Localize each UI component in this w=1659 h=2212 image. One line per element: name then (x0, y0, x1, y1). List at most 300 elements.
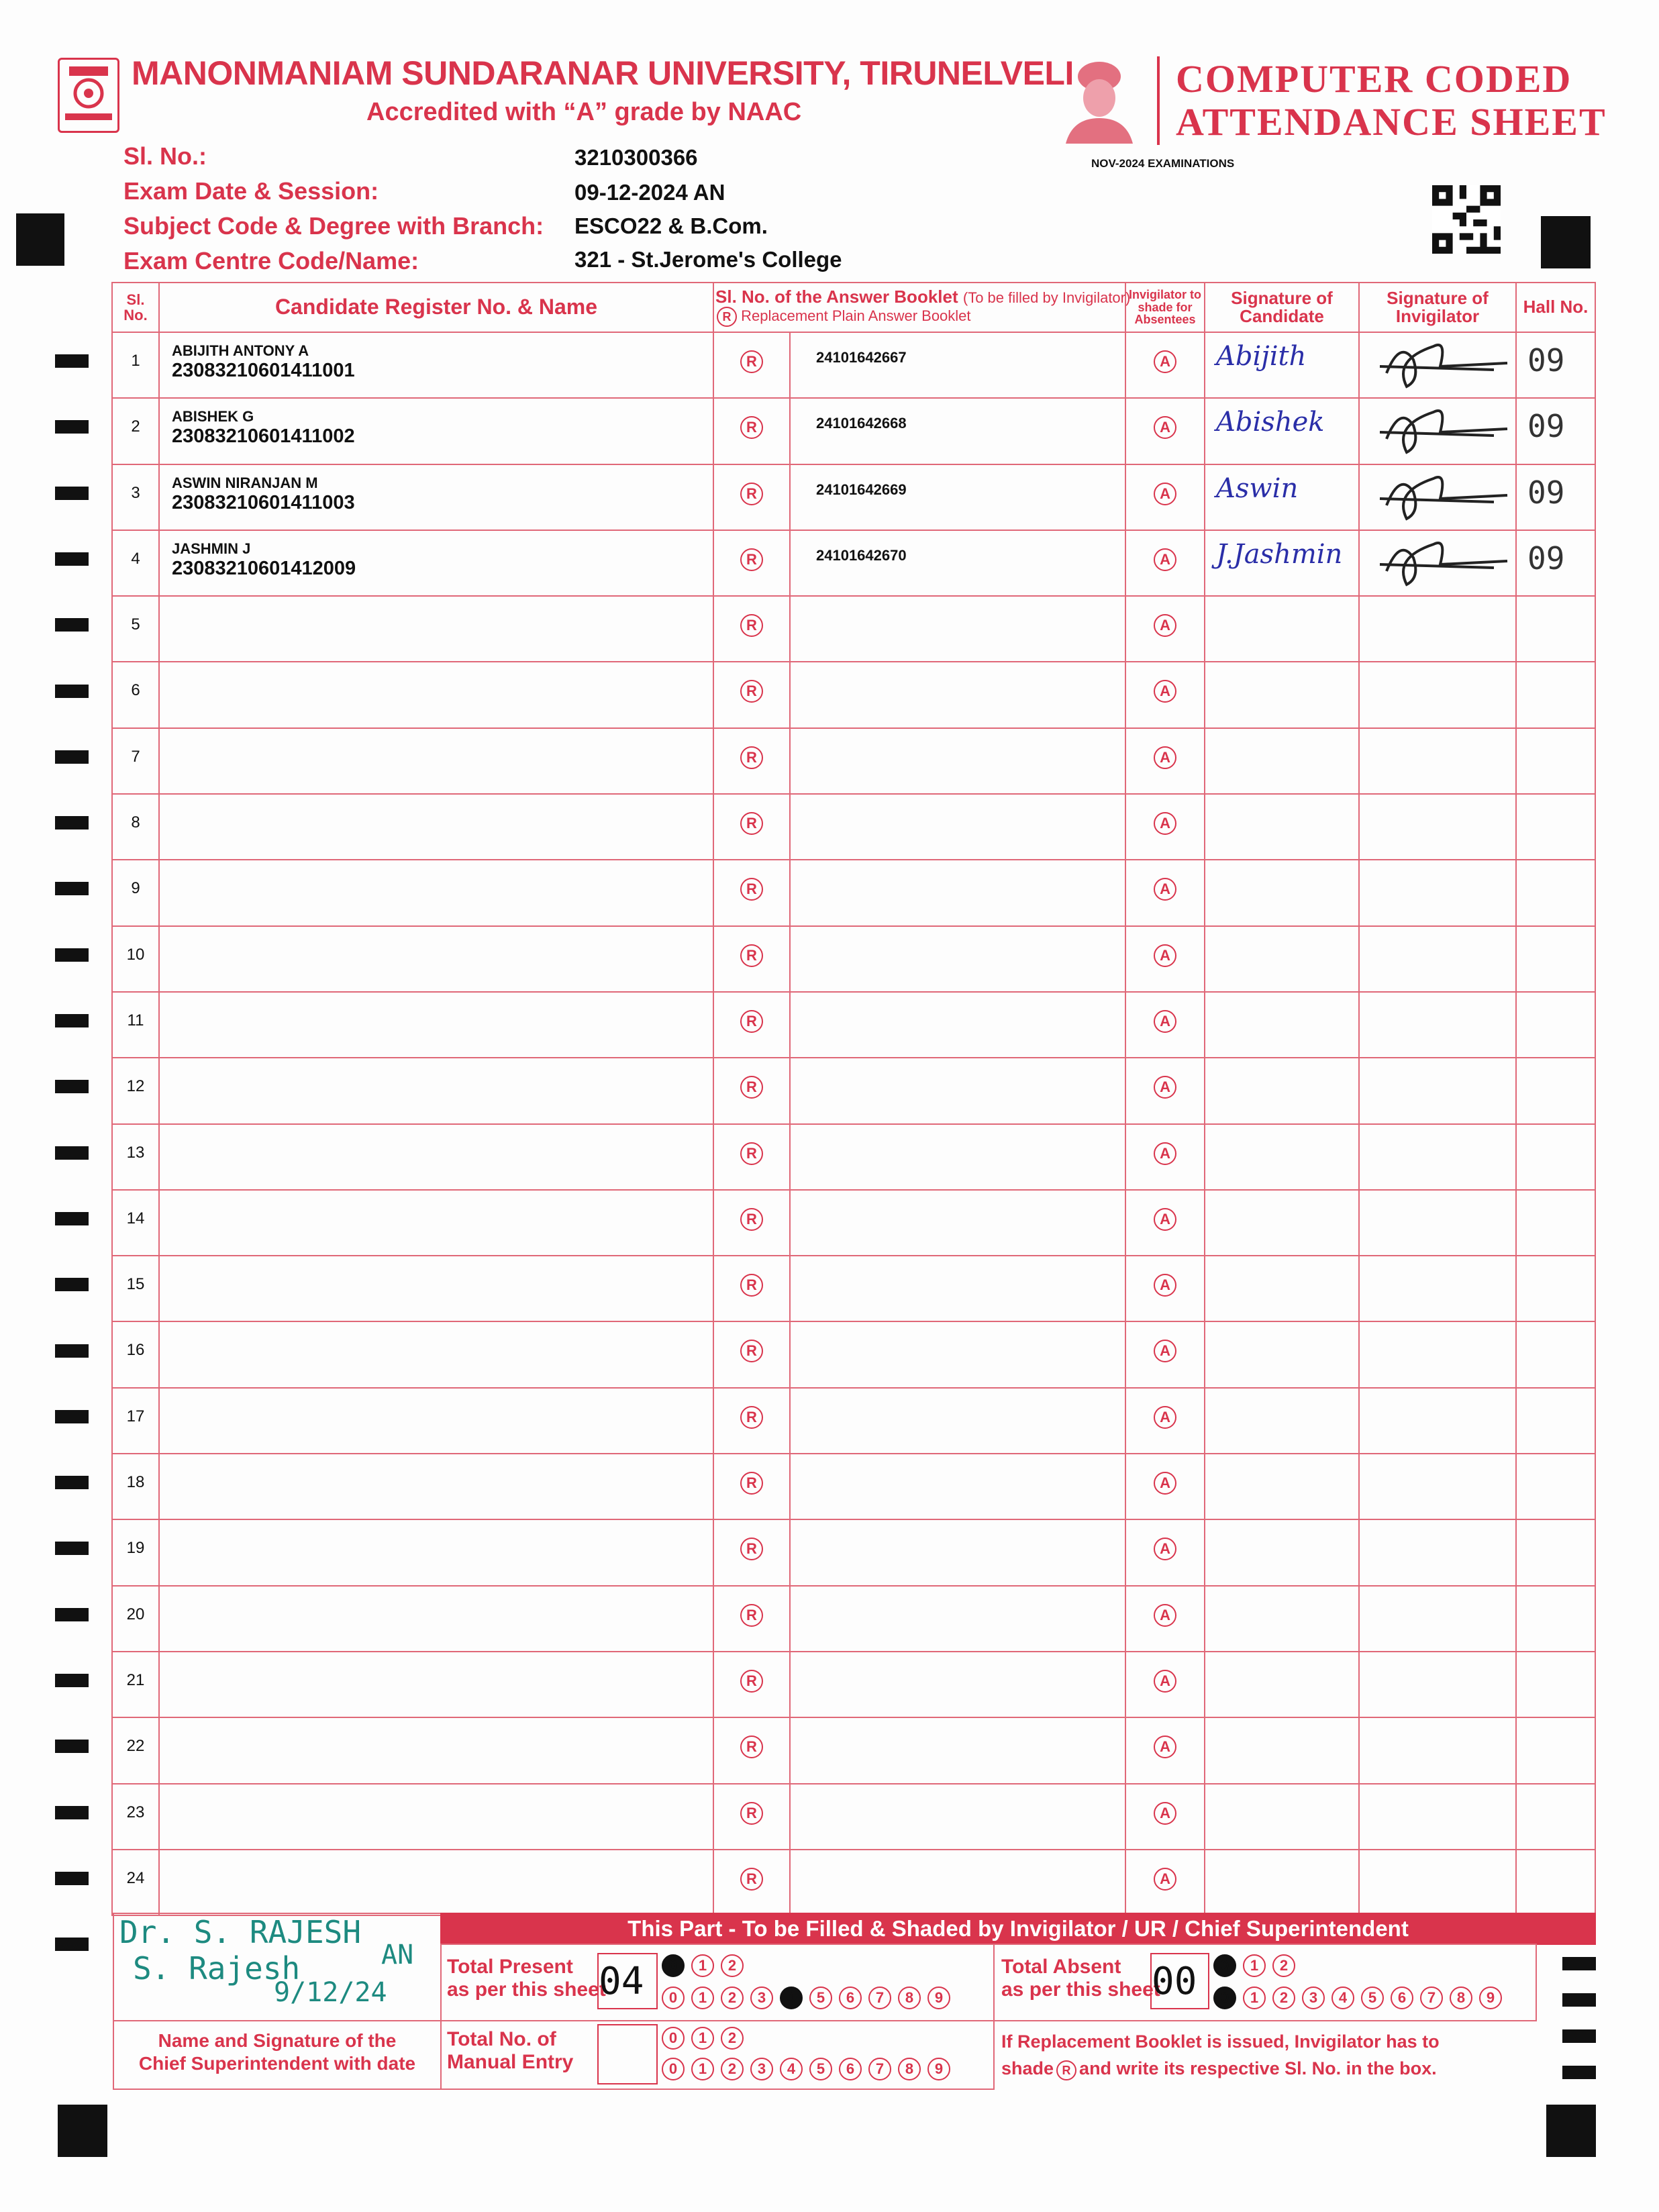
timing-mark (55, 1542, 89, 1555)
hall-cell[interactable] (1516, 794, 1595, 860)
booklet-cell[interactable] (790, 728, 1125, 794)
timing-mark (55, 750, 89, 764)
candidate-signature: Abijith (1216, 341, 1307, 372)
hall-cell[interactable] (1516, 1519, 1595, 1585)
table-row (112, 794, 1595, 860)
replacement-bubble[interactable]: R (740, 1142, 763, 1165)
digit-bubble[interactable]: 0 (1213, 1954, 1236, 1977)
invigilator-signature-cell[interactable] (1359, 926, 1516, 992)
replacement-bubble[interactable]: R (740, 680, 763, 703)
absent-cell (1125, 992, 1205, 1058)
booklet-cell[interactable] (790, 1519, 1125, 1585)
absent-cell (1125, 1850, 1205, 1915)
digit-bubble[interactable]: 2 (721, 2058, 744, 2080)
row-number: 14 (112, 1190, 159, 1256)
total-absent-value: 00 (1152, 1960, 1197, 2003)
booklet-cell[interactable] (790, 662, 1125, 727)
row-number: 6 (112, 662, 159, 727)
digit-bubble[interactable]: 7 (868, 2058, 891, 2080)
absent-bubble[interactable]: A (1154, 416, 1176, 439)
invigilator-signature (1360, 399, 1514, 459)
booklet-cell[interactable] (790, 860, 1125, 925)
timing-mark (55, 1410, 89, 1423)
candidate-signature-cell[interactable] (1205, 1652, 1359, 1717)
candidate-signature-cell[interactable] (1205, 464, 1359, 530)
absent-cell (1125, 596, 1205, 662)
candidate-cell (159, 464, 713, 530)
invigilator-signature-cell[interactable] (1359, 1058, 1516, 1123)
hall-cell[interactable] (1516, 1454, 1595, 1519)
candidate-cell (159, 1388, 713, 1454)
invigilator-signature-cell[interactable] (1359, 596, 1516, 662)
digit-bubble[interactable]: 0 (662, 1954, 685, 1977)
absent-bubble[interactable]: A (1154, 1670, 1176, 1693)
replacement-bubble[interactable]: R (740, 483, 763, 505)
invigilator-signature-cell[interactable] (1359, 332, 1516, 398)
corner-marker (1546, 2105, 1596, 2157)
candidate-register-no: 23083210601411003 (172, 491, 355, 513)
header-invigilator-shade: Invigilator to shade for Absentees (1125, 283, 1205, 332)
replacement-cell (713, 926, 790, 992)
table-row (112, 1124, 1595, 1190)
candidate-signature-cell[interactable] (1205, 794, 1359, 860)
digit-bubble[interactable]: 3 (750, 2058, 773, 2080)
digit-bubble[interactable]: 3 (1302, 1987, 1325, 2009)
hall-cell[interactable] (1516, 1784, 1595, 1850)
candidate-cell (159, 1784, 713, 1850)
row-number: 20 (112, 1586, 159, 1652)
digit-bubble[interactable]: 0 (662, 1987, 685, 2009)
replacement-cell (713, 1850, 790, 1915)
digit-bubble[interactable]: 8 (898, 2058, 921, 2080)
replacement-cell (713, 332, 790, 398)
absent-bubble[interactable]: A (1154, 1076, 1176, 1099)
invigilator-signature-cell[interactable] (1359, 1850, 1516, 1915)
invigilator-signature-cell[interactable] (1359, 1321, 1516, 1387)
hall-cell[interactable] (1516, 728, 1595, 794)
section-banner: This Part - To be Filled & Shaded by Invigilator / UR / Chief Superintendent (440, 1913, 1596, 1945)
invigilator-signature-cell[interactable] (1359, 530, 1516, 596)
replacement-bubble[interactable]: R (740, 1670, 763, 1693)
booklet-number: 24101642669 (816, 481, 907, 498)
booklet-cell[interactable] (790, 992, 1125, 1058)
absent-bubble[interactable]: A (1154, 1406, 1176, 1429)
digit-bubble[interactable]: 1 (691, 1987, 714, 2009)
replacement-bubble[interactable]: R (740, 614, 763, 637)
invigilator-signature-cell[interactable] (1359, 398, 1516, 464)
row-number: 16 (112, 1321, 159, 1387)
candidate-signature-cell[interactable] (1205, 398, 1359, 464)
booklet-cell[interactable] (790, 926, 1125, 992)
hall-cell[interactable] (1516, 596, 1595, 662)
candidate-signature-cell[interactable] (1205, 1321, 1359, 1387)
candidate-signature-cell[interactable] (1205, 728, 1359, 794)
candidate-signature-cell[interactable] (1205, 1850, 1359, 1915)
table-row (112, 662, 1595, 727)
row-number: 19 (112, 1519, 159, 1585)
founder-portrait (1059, 56, 1140, 144)
timing-mark (55, 816, 89, 830)
absent-bubble[interactable]: A (1154, 1010, 1176, 1033)
replacement-cell (713, 1586, 790, 1652)
timing-mark (55, 882, 89, 895)
digit-bubble[interactable]: 1 (1243, 1987, 1266, 2009)
hall-cell[interactable] (1516, 530, 1595, 596)
invigilator-signature-cell[interactable] (1359, 1388, 1516, 1454)
digit-bubble[interactable]: 2 (1272, 1987, 1295, 2009)
replacement-bubble[interactable]: R (740, 1274, 763, 1297)
timing-mark (55, 1080, 89, 1093)
hall-cell[interactable] (1516, 1190, 1595, 1256)
candidate-cell (159, 992, 713, 1058)
absent-cell (1125, 1124, 1205, 1190)
replacement-cell (713, 1388, 790, 1454)
booklet-cell[interactable] (790, 1190, 1125, 1256)
candidate-cell (159, 332, 713, 398)
booklet-cell[interactable] (790, 1124, 1125, 1190)
examination-label: NOV-2024 EXAMINATIONS (1091, 157, 1235, 170)
invigilator-signature-cell[interactable] (1359, 728, 1516, 794)
invigilator-signature-cell[interactable] (1359, 1652, 1516, 1717)
digit-bubble[interactable]: 1 (691, 2058, 714, 2080)
booklet-number: 24101642667 (816, 349, 907, 366)
candidate-signature-cell[interactable] (1205, 1388, 1359, 1454)
total-absent-label: Total Absent as per this sheet (1001, 1956, 1160, 2001)
absent-cell (1125, 1388, 1205, 1454)
candidate-cell (159, 398, 713, 464)
absent-bubble[interactable]: A (1154, 1802, 1176, 1825)
chief-label: Name and Signature of the Chief Superintendent with date (138, 2030, 416, 2074)
absent-cell (1125, 1784, 1205, 1850)
manual-entry-field[interactable] (597, 2024, 658, 2084)
timing-mark (55, 1278, 89, 1291)
digit-bubble[interactable]: 1 (691, 1954, 714, 1977)
candidate-signature-cell[interactable] (1205, 596, 1359, 662)
booklet-cell[interactable] (790, 1652, 1125, 1717)
absent-bubble[interactable]: A (1154, 746, 1176, 769)
timing-mark (55, 1674, 89, 1687)
timing-mark (55, 1146, 89, 1160)
digit-bubble[interactable]: 4 (1331, 1987, 1354, 2009)
absent-cell (1125, 1058, 1205, 1123)
replacement-bubble[interactable]: R (740, 1604, 763, 1627)
corner-marker (16, 213, 64, 266)
hall-cell[interactable] (1516, 1388, 1595, 1454)
row-number: 23 (112, 1784, 159, 1850)
candidate-signature-cell[interactable] (1205, 1058, 1359, 1123)
hall-cell[interactable] (1516, 992, 1595, 1058)
header-sig-candidate: Signature of Candidate (1205, 283, 1359, 332)
timing-mark (55, 1608, 89, 1621)
absent-bubble[interactable]: A (1154, 1340, 1176, 1362)
digit-bubble[interactable]: 2 (721, 1954, 744, 1977)
replacement-cell (713, 1124, 790, 1190)
hall-cell[interactable] (1516, 926, 1595, 992)
digit-bubble[interactable]: 4 (780, 2058, 803, 2080)
hall-cell[interactable] (1516, 1652, 1595, 1717)
digit-bubble[interactable]: 9 (927, 2058, 950, 2080)
booklet-cell[interactable] (790, 464, 1125, 530)
digit-bubble[interactable]: 9 (1479, 1987, 1502, 2009)
candidate-signature-cell[interactable] (1205, 1256, 1359, 1321)
row-number: 22 (112, 1717, 159, 1783)
booklet-cell[interactable] (790, 794, 1125, 860)
row-number: 11 (112, 992, 159, 1058)
hall-cell[interactable] (1516, 1586, 1595, 1652)
replacement-cell (713, 1321, 790, 1387)
candidate-signature-cell[interactable] (1205, 530, 1359, 596)
field-label-exam-date: Exam Date & Session: (123, 177, 379, 205)
chief-date: 9/12/24 (274, 1977, 387, 2008)
absent-bubble[interactable]: A (1154, 878, 1176, 901)
digit-bubble[interactable]: 2 (721, 2027, 744, 2050)
digit-bubble[interactable]: 7 (868, 1987, 891, 2009)
hall-cell[interactable] (1516, 1058, 1595, 1123)
candidate-cell (159, 530, 713, 596)
digit-bubble[interactable]: 5 (1361, 1987, 1384, 2009)
row-number: 8 (112, 794, 159, 860)
absent-bubble[interactable]: A (1154, 548, 1176, 571)
invigilator-signature-cell[interactable] (1359, 794, 1516, 860)
hall-cell[interactable] (1516, 332, 1595, 398)
digit-bubble[interactable]: 4 (780, 1987, 803, 2009)
candidate-signature-cell[interactable] (1205, 926, 1359, 992)
invigilator-signature-cell[interactable] (1359, 992, 1516, 1058)
candidate-signature-cell[interactable] (1205, 662, 1359, 727)
replacement-bubble[interactable]: R (740, 1076, 763, 1099)
booklet-cell[interactable] (790, 1256, 1125, 1321)
candidate-signature-cell[interactable] (1205, 1124, 1359, 1190)
digit-bubble[interactable]: 7 (1420, 1987, 1443, 2009)
absent-bubble[interactable]: A (1154, 350, 1176, 373)
row-number: 24 (112, 1850, 159, 1915)
hall-cell[interactable] (1516, 1321, 1595, 1387)
replacement-cell (713, 1454, 790, 1519)
row-number: 1 (112, 332, 159, 398)
replacement-cell (713, 1652, 790, 1717)
candidate-cell (159, 596, 713, 662)
absent-bubble[interactable]: A (1154, 1736, 1176, 1758)
invigilator-signature-cell[interactable] (1359, 860, 1516, 925)
replacement-bubble[interactable]: R (740, 746, 763, 769)
invigilator-signature-cell[interactable] (1359, 1256, 1516, 1321)
invigilator-signature-cell[interactable] (1359, 1586, 1516, 1652)
digit-bubble[interactable]: 1 (1243, 1954, 1266, 1977)
candidate-signature: Aswin (1216, 472, 1299, 504)
booklet-cell[interactable] (790, 1388, 1125, 1454)
digit-bubble[interactable]: 2 (721, 1987, 744, 2009)
invigilator-signature-cell[interactable] (1359, 1784, 1516, 1850)
replacement-cell (713, 992, 790, 1058)
replacement-bubble[interactable]: R (740, 944, 763, 967)
booklet-cell[interactable] (790, 1058, 1125, 1123)
replacement-bubble[interactable]: R (740, 1340, 763, 1362)
absent-bubble[interactable]: A (1154, 1142, 1176, 1165)
qr-code (1432, 185, 1501, 254)
candidate-signature-cell[interactable] (1205, 332, 1359, 398)
invigilator-signature-cell[interactable] (1359, 1190, 1516, 1256)
absent-bubble[interactable]: A (1154, 614, 1176, 637)
absent-bubble[interactable]: A (1154, 1208, 1176, 1231)
corner-marker (58, 2105, 107, 2157)
absent-bubble[interactable]: A (1154, 680, 1176, 703)
attendance-table (111, 282, 1596, 1916)
digit-bubble[interactable]: 6 (839, 2058, 862, 2080)
replacement-cell (713, 530, 790, 596)
present-tens-bubbles (662, 1954, 750, 1977)
replacement-cell (713, 1190, 790, 1256)
absent-bubble[interactable]: A (1154, 1604, 1176, 1627)
header-candidate: Candidate Register No. & Name (159, 283, 713, 332)
manual-entry-label: Total No. of Manual Entry (447, 2028, 574, 2073)
timing-mark (55, 1872, 89, 1885)
digit-bubble[interactable]: 0 (662, 2058, 685, 2080)
replacement-bubble[interactable]: R (740, 1010, 763, 1033)
candidate-signature-cell[interactable] (1205, 1717, 1359, 1783)
booklet-cell[interactable] (790, 1321, 1125, 1387)
row-number: 3 (112, 464, 159, 530)
total-present-label: Total Present as per this sheet (447, 1956, 606, 2001)
digit-bubble[interactable]: 9 (927, 1987, 950, 2009)
field-value-slno: 3210300366 (574, 145, 698, 170)
invigilator-signature-cell[interactable] (1359, 1717, 1516, 1783)
invigilator-signature-cell[interactable] (1359, 662, 1516, 727)
field-value-subject: ESCO22 & B.Com. (574, 213, 768, 238)
timing-mark (55, 685, 89, 698)
header-slno: Sl. No. (112, 283, 159, 332)
candidate-signature-cell[interactable] (1205, 992, 1359, 1058)
replacement-cell (713, 728, 790, 794)
timing-mark (55, 1740, 89, 1753)
replacement-bubble[interactable]: R (740, 1472, 763, 1495)
booklet-cell[interactable] (790, 332, 1125, 398)
digit-bubble[interactable]: 8 (1450, 1987, 1472, 2009)
replacement-cell (713, 1058, 790, 1123)
table-row (112, 992, 1595, 1058)
candidate-cell (159, 1850, 713, 1915)
replacement-bubble[interactable]: R (740, 1208, 763, 1231)
timing-mark (55, 1212, 89, 1225)
absent-bubble[interactable]: A (1154, 483, 1176, 505)
candidate-cell (159, 1321, 713, 1387)
field-label-centre: Exam Centre Code/Name: (123, 247, 419, 274)
row-number: 18 (112, 1454, 159, 1519)
replacement-bubble[interactable]: R (740, 416, 763, 439)
absent-bubble[interactable]: A (1154, 1868, 1176, 1891)
row-number: 9 (112, 860, 159, 925)
candidate-cell (159, 662, 713, 727)
hall-cell[interactable] (1516, 464, 1595, 530)
hall-cell[interactable] (1516, 1124, 1595, 1190)
absent-cell (1125, 1717, 1205, 1783)
manual-tens-bubbles (662, 2027, 750, 2050)
digit-bubble[interactable]: 6 (1391, 1987, 1413, 2009)
replacement-bubble[interactable]: R (740, 350, 763, 373)
hall-cell[interactable] (1516, 1256, 1595, 1321)
timing-mark (55, 1344, 89, 1358)
absent-cell (1125, 1256, 1205, 1321)
replacement-cell (713, 794, 790, 860)
candidate-name: ABIJITH ANTONY A (172, 342, 309, 359)
booklet-cell[interactable] (790, 1586, 1125, 1652)
candidate-cell (159, 1454, 713, 1519)
absent-bubble[interactable]: A (1154, 1538, 1176, 1560)
replacement-bubble[interactable]: R (740, 812, 763, 835)
field-label-subject: Subject Code & Degree with Branch: (123, 212, 544, 240)
hall-cell[interactable] (1516, 662, 1595, 727)
hall-cell[interactable] (1516, 1717, 1595, 1783)
candidate-name: ASWIN NIRANJAN M (172, 474, 318, 491)
invigilator-signature-cell[interactable] (1359, 1124, 1516, 1190)
replacement-cell (713, 464, 790, 530)
booklet-cell[interactable] (790, 1850, 1125, 1915)
absent-cell (1125, 926, 1205, 992)
digit-bubble[interactable]: 5 (809, 1987, 832, 2009)
replacement-bubble[interactable]: R (740, 1736, 763, 1758)
replacement-bubble[interactable]: R (740, 1406, 763, 1429)
invigilator-signature-cell[interactable] (1359, 1454, 1516, 1519)
booklet-cell[interactable] (790, 530, 1125, 596)
replacement-cell (713, 860, 790, 925)
booklet-cell[interactable] (790, 1454, 1125, 1519)
absent-bubble[interactable]: A (1154, 812, 1176, 835)
replacement-bubble[interactable]: R (740, 878, 763, 901)
booklet-cell[interactable] (790, 596, 1125, 662)
table-row (112, 596, 1595, 662)
booklet-cell[interactable] (790, 1717, 1125, 1783)
booklet-cell[interactable] (790, 1784, 1125, 1850)
absent-bubble[interactable]: A (1154, 944, 1176, 967)
replacement-note: If Replacement Booklet is issued, Invigilator has to shade R and write its respective Sl. No. in the box. (1001, 2028, 1440, 2082)
digit-bubble[interactable]: 8 (898, 1987, 921, 2009)
replacement-bubble[interactable]: R (740, 1868, 763, 1891)
table-row (112, 1388, 1595, 1454)
absent-bubble[interactable]: A (1154, 1472, 1176, 1495)
hall-number: 09 (1527, 408, 1565, 445)
hall-cell[interactable] (1516, 1850, 1595, 1915)
replacement-bubble[interactable]: R (740, 1538, 763, 1560)
candidate-signature-cell[interactable] (1205, 1190, 1359, 1256)
candidate-signature-cell[interactable] (1205, 1519, 1359, 1585)
invigilator-signature-cell[interactable] (1359, 1519, 1516, 1585)
candidate-signature-cell[interactable] (1205, 1454, 1359, 1519)
present-units-bubbles (662, 1987, 957, 2009)
absent-bubble[interactable]: A (1154, 1274, 1176, 1297)
digit-bubble[interactable]: 6 (839, 1987, 862, 2009)
digit-bubble[interactable]: 1 (691, 2027, 714, 2050)
replacement-bubble[interactable]: R (740, 548, 763, 571)
field-value-centre: 321 - St.Jerome's College (574, 247, 842, 272)
absent-cell (1125, 1321, 1205, 1387)
digit-bubble[interactable]: 2 (1272, 1954, 1295, 1977)
timing-mark (55, 552, 89, 566)
booklet-cell[interactable] (790, 398, 1125, 464)
digit-bubble[interactable]: 5 (809, 2058, 832, 2080)
hall-cell[interactable] (1516, 398, 1595, 464)
candidate-signature-cell[interactable] (1205, 1586, 1359, 1652)
invigilator-signature-cell[interactable] (1359, 464, 1516, 530)
candidate-signature-cell[interactable] (1205, 860, 1359, 925)
digit-bubble[interactable]: 0 (662, 2027, 685, 2050)
digit-bubble[interactable]: 0 (1213, 1987, 1236, 2009)
candidate-signature-cell[interactable] (1205, 1784, 1359, 1850)
hall-cell[interactable] (1516, 860, 1595, 925)
digit-bubble[interactable]: 3 (750, 1987, 773, 2009)
manual-units-bubbles (662, 2058, 957, 2080)
table-row (112, 1586, 1595, 1652)
replacement-bubble[interactable]: R (740, 1802, 763, 1825)
candidate-signature: J.Jashmin (1216, 538, 1343, 570)
